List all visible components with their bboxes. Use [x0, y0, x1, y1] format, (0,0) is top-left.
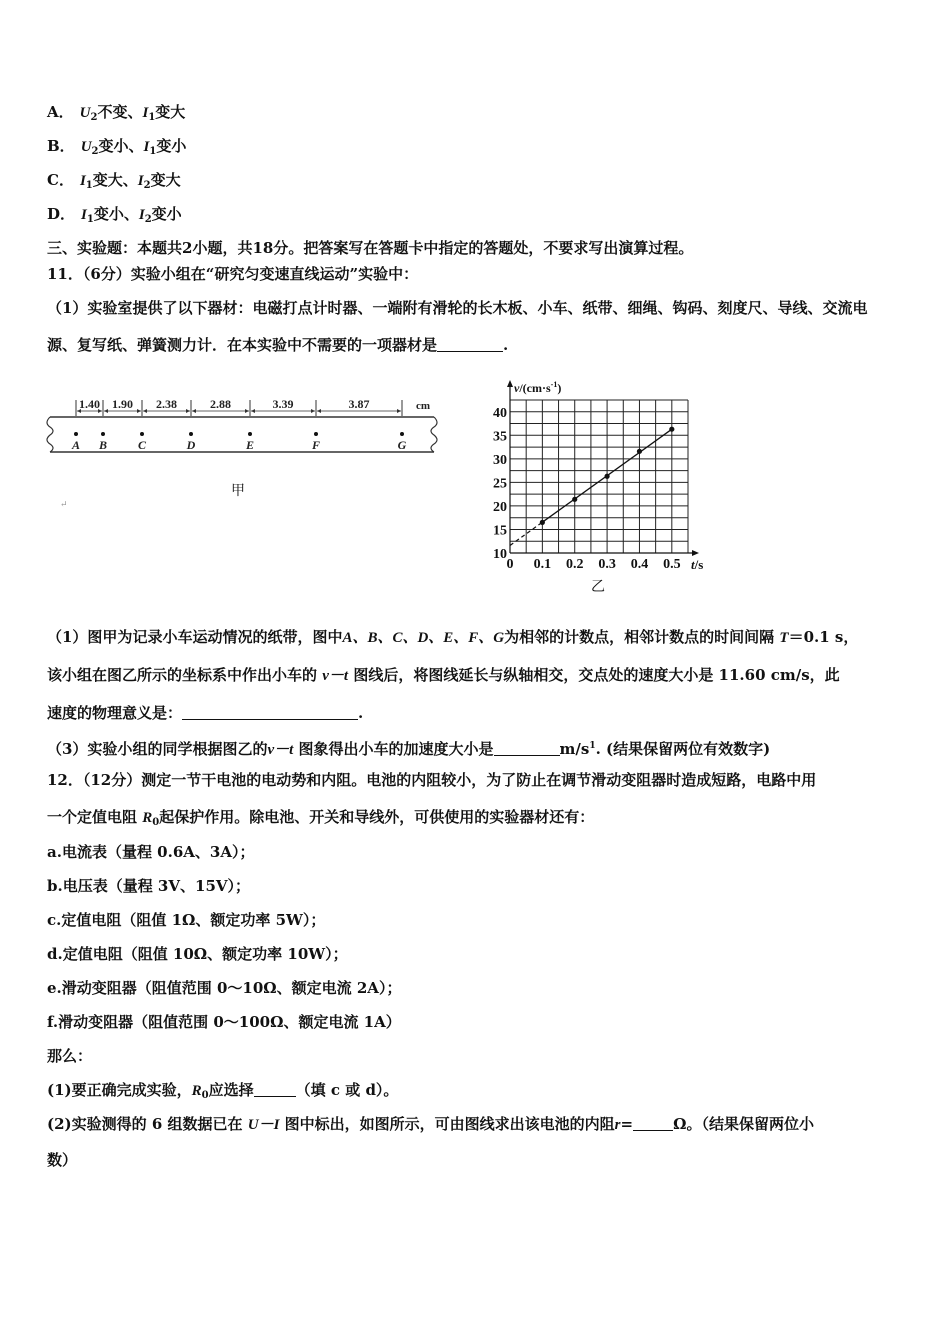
- figure-paper-tape: [44, 392, 444, 467]
- figure-vt-graph: [480, 375, 710, 575]
- q12-sub2-line2: 数）: [47, 1151, 78, 1169]
- q12-line1: 12．（12分）测定一节干电池的电动势和内阻。电池的内阻较小，为了防止在调节滑动变阻器时造成短路，电路中用: [47, 771, 817, 789]
- figure-yi-caption: 乙: [591, 579, 605, 595]
- answer-blank-equipment[interactable]: [437, 337, 503, 352]
- equipment-item-d: d.定值电阻（阻值 10Ω、额定功率 10W）；: [47, 945, 348, 963]
- svg-text:10: 10: [493, 547, 507, 562]
- option-letter: B．: [47, 137, 75, 155]
- svg-text:3.39: 3.39: [272, 397, 294, 411]
- svg-text:2.88: 2.88: [210, 397, 231, 411]
- option-d[interactable]: D． $I_1$变小、$I_2$变小: [47, 205, 182, 225]
- svg-text:2.38: 2.38: [156, 397, 177, 411]
- svg-text:0.1: 0.1: [533, 557, 552, 572]
- svg-text:t/s: t/s: [691, 557, 704, 572]
- equipment-item-f: f.滑动变阻器（阻值范围 0～100Ω、额定电流 1A）: [47, 1013, 401, 1031]
- svg-text:D: D: [186, 438, 196, 452]
- svg-text:B: B: [98, 438, 108, 452]
- svg-text:40: 40: [493, 405, 507, 421]
- svg-text:v/(cm·s-1): $v/(cm\cdot s^{-1})$: [514, 380, 562, 395]
- q12-sub1: (1)要正确完成实验，$R_0$应选择 （填 c 或 d）。: [47, 1081, 399, 1101]
- option-b[interactable]: B． $U_2$变小、$I_1$变小: [47, 137, 187, 157]
- svg-text:0.2: 0.2: [565, 557, 584, 572]
- answer-blank-r0-choice[interactable]: [254, 1082, 296, 1097]
- data-point: [540, 520, 545, 525]
- svg-text:G: G: [397, 438, 407, 452]
- q12-then: 那么：: [47, 1047, 93, 1065]
- data-point: [669, 427, 674, 432]
- section-heading: 三、实验题：本题共2小题，共18分。把答案写在答题卡中指定的答题处，不要求写出演算过程。: [47, 239, 694, 257]
- q11-part1-line2: 源、复写纸、弹簧测力计．在本实验中不需要的一项器材是 .: [47, 336, 509, 354]
- equipment-item-a: a.电流表（量程 0.6A、3A）；: [47, 843, 255, 861]
- svg-text:15: 15: [493, 523, 507, 539]
- svg-text:25: 25: [493, 476, 507, 492]
- svg-text:0.5: 0.5: [663, 557, 681, 572]
- q11-title: 11．（6分）实验小组在“研究匀变速直线运动”实验中：: [47, 265, 419, 283]
- data-point: [604, 474, 609, 479]
- q12-line2: 一个定值电阻 $R_0$起保护作用。除电池、开关和导线外，可供使用的实验器材还有：: [47, 808, 595, 828]
- paper-tape-diagram: [44, 392, 444, 467]
- svg-text:cm: cm: [416, 400, 431, 412]
- equipment-item-c: c.定值电阻（阻值 1Ω、额定功率 5W）；: [47, 911, 326, 929]
- option-letter: A．: [47, 103, 74, 121]
- data-point: [637, 449, 642, 454]
- svg-text:E: E: [245, 438, 255, 452]
- option-c[interactable]: C． $I_1$变大、$I_2$变大: [47, 171, 181, 191]
- svg-text:1.40: 1.40: [79, 397, 100, 411]
- option-a[interactable]: A． $U_2$不变、$I_1$变大: [47, 103, 186, 123]
- option-letter: C．: [47, 171, 74, 189]
- answer-blank-meaning[interactable]: [182, 705, 358, 720]
- svg-text:C: C: [137, 438, 147, 452]
- svg-text:F: F: [311, 438, 321, 452]
- q11-part2-line1: （1）图甲为记录小车运动情况的纸带，图中A、B、C、D、E、F、G为相邻的计数点，相邻计数点的时间间隔 T＝0.1 s，: [47, 628, 859, 646]
- svg-text:20: 20: [493, 499, 507, 515]
- q11-part1-line1: （1）实验室提供了以下器材：电磁打点计时器、一端附有滑轮的长木板、小车、纸带、细绳、钩码、刻度尺、导线、交流电: [47, 299, 868, 317]
- figure-jia-caption: 甲: [231, 483, 245, 499]
- q11-part2-line3: 速度的物理意义是： .: [47, 704, 364, 722]
- svg-text:3.87: 3.87: [348, 397, 370, 411]
- equipment-item-b: b.电压表（量程 3V、15V）；: [47, 877, 251, 895]
- svg-text:A: A: [71, 438, 81, 452]
- svg-text:0.3: 0.3: [598, 557, 616, 572]
- svg-text:1.90: 1.90: [112, 397, 133, 411]
- equipment-item-e: e.滑动变阻器（阻值范围 0～10Ω、额定电流 2A）；: [47, 979, 402, 997]
- option-letter: D．: [47, 205, 76, 223]
- svg-text:0: 0: [506, 557, 514, 572]
- answer-blank-internal-resistance[interactable]: [633, 1116, 673, 1131]
- vt-graph: [480, 375, 710, 575]
- data-point: [572, 497, 577, 502]
- q11-part2-line2: 该小组在图乙所示的坐标系中作出小车的 v－t 图线后，将图线延长与纵轴相交，交点处的速度大小是 11.60 cm/s，此: [47, 666, 840, 684]
- q12-sub2: (2)实验测得的 6 组数据已在 U－I 图中标出，如图所示，可由图线求出该电池的内阻r= Ω。（结果保留两位小: [47, 1115, 814, 1133]
- q11-part3: （3）实验小组的同学根据图乙的v－t 图象得出小车的加速度大小是 $m/s^1$. (结果保留两位有效数字): [47, 740, 771, 758]
- answer-blank-acceleration[interactable]: [494, 741, 560, 756]
- paragraph-mark: ↵: [60, 500, 68, 510]
- svg-text:30: 30: [493, 452, 507, 468]
- svg-text:35: 35: [493, 429, 507, 445]
- svg-text:0.4: 0.4: [630, 557, 649, 572]
